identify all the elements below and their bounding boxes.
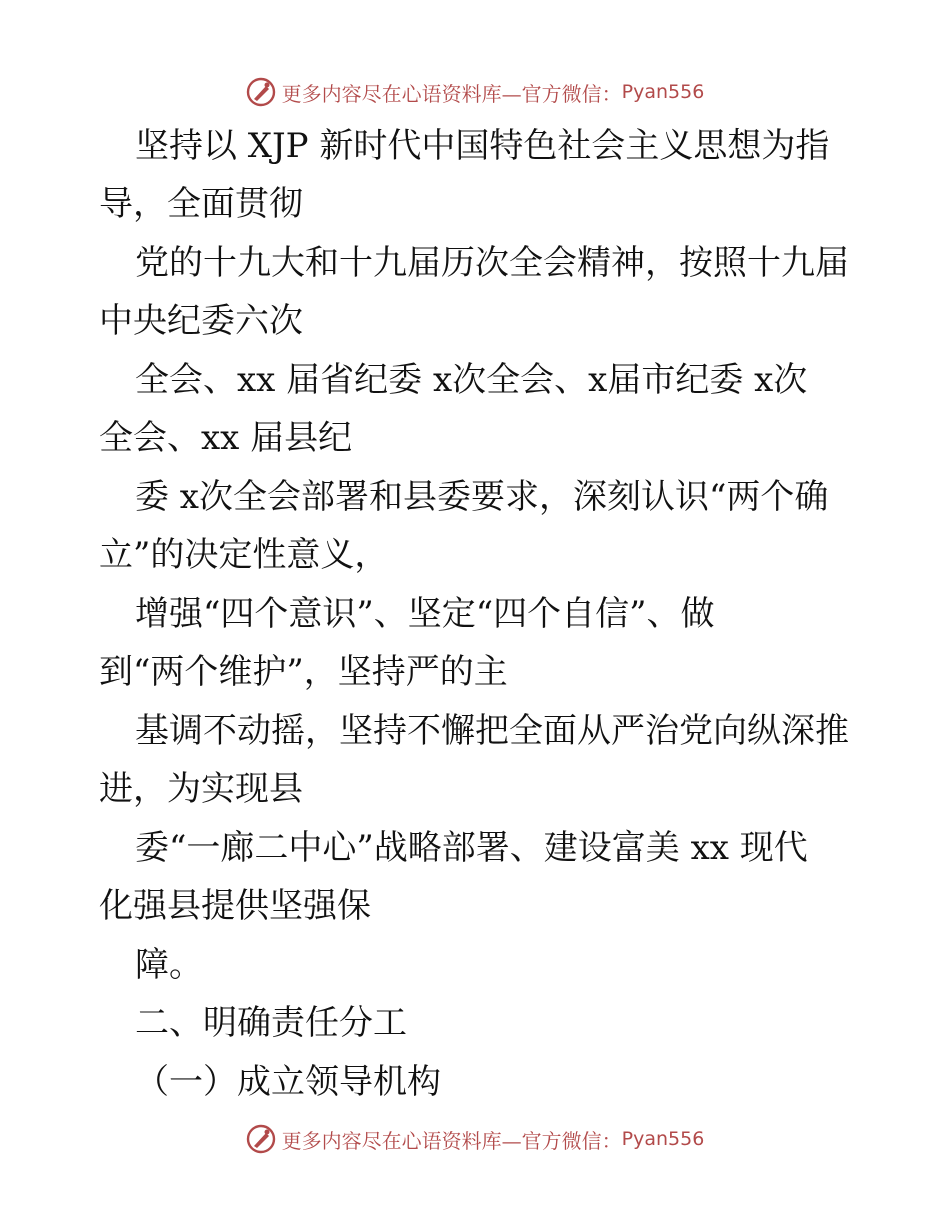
section-heading: 二、明确责任分工 [135,1003,407,1043]
text-line: 坚持以 XJP 新时代中国特色社会主义思想为指 [135,126,830,166]
watermark-wechat-id: Pyan556 [621,81,705,103]
subsection-heading: （一）成立领导机构 [135,1062,441,1102]
watermark-text: 更多内容尽在心语资料库—官方微信： [281,1128,622,1153]
pen-logo-icon [246,1124,276,1154]
text-line: 进，为实现县 [99,769,303,809]
watermark-text: 更多内容尽在心语资料库—官方微信： [281,81,622,106]
text-line: 全会、xx 届省纪委 x次全会、x届市纪委 x次 [135,360,808,400]
text-line: 中央纪委六次 [99,301,303,341]
text-line: 化强县提供坚强保 [99,886,371,926]
watermark-wechat-id: Pyan556 [621,1128,705,1150]
text-line: 增强“四个意识”、坚定“四个自信”、做 [135,594,715,634]
text-line: 委“一廊二中心”战略部署、建设富美 xx 现代 [135,828,808,868]
text-line: 障。 [135,945,203,985]
text-line: 基调不动摇，坚持不懈把全面从严治党向纵深推 [135,711,849,751]
text-line: 立”的决定性意义， [99,535,389,575]
text-line: 到“两个维护”，坚持严的主 [99,652,508,692]
text-line: 导，全面贯彻 [99,184,303,224]
text-line: 党的十九大和十九届历次全会精神，按照十九届 [135,243,849,283]
text-line: 委 x次全会部署和县委要求，深刻认识“两个确 [135,477,829,517]
text-line: 全会、xx 届县纪 [99,418,353,458]
footer-watermark-banner [0,1119,950,1159]
